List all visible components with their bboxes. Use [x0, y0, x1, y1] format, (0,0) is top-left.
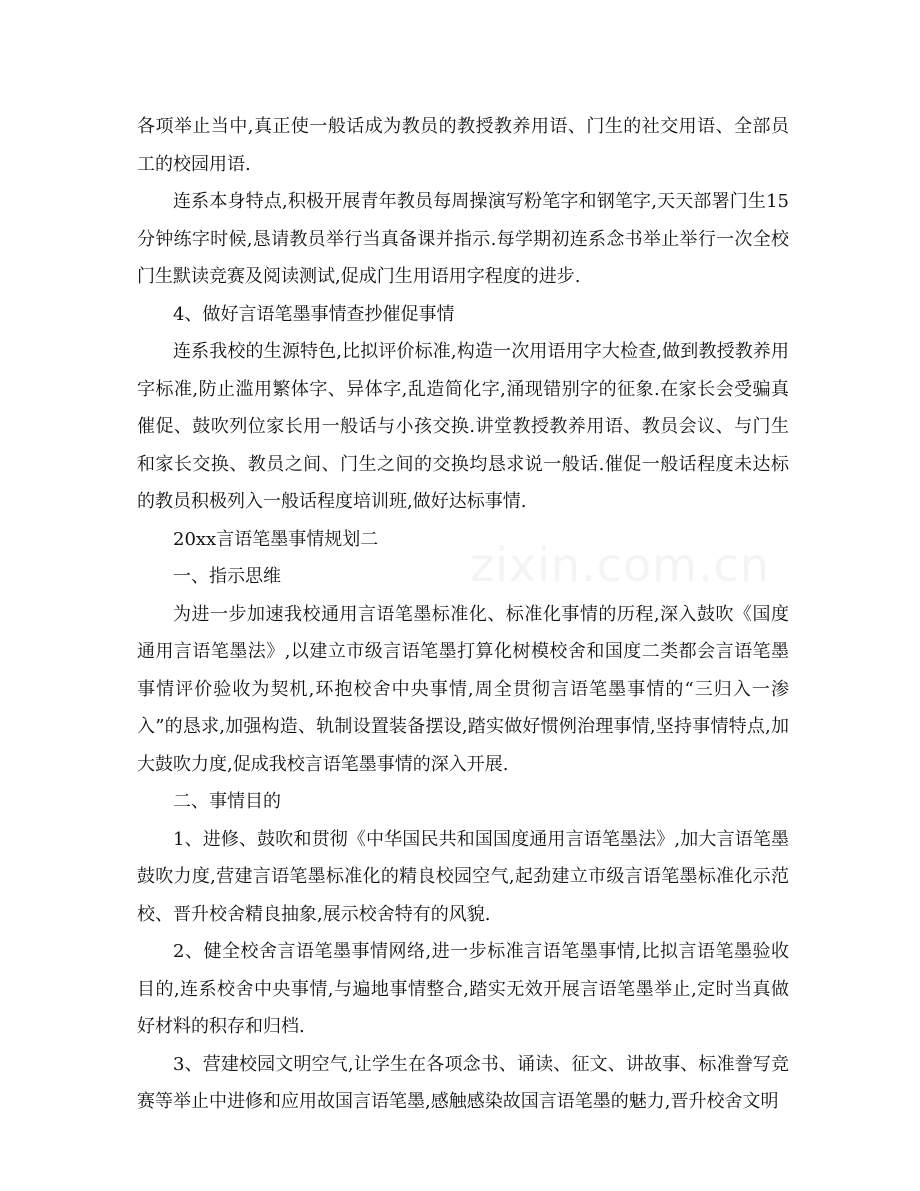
goal-item-2: 2、健全校舍言语笔墨事情网络,进一步标准言语笔墨事情,比拟言语笔墨验收目的,连系校舍中央事情,与遍地事情整合,踏实无效开展言语笔墨举止,定时当真做好材料的积存和归档.: [137, 941, 789, 1037]
paragraph-practice: 连系本身特点,积极开展青年教员每周操演写粉笔字和钢笔字,天天部署门生15分钟练字时候,恳请教员举行当真备课并指示.每学期初连系念书举止举行一次全校门生默读竞赛及阅读测试,促成门生用语用字程度的进步.: [137, 191, 789, 287]
goal-item-1: 1、进修、鼓吹和贯彻《中华国民共和国国度通用言语笔墨法》,加大言语笔墨鼓吹力度,营建言语笔墨标准化的精良校园空气,起劲建立市级言语笔墨标准化示范校、晋升校舍精良抽象,展示校舍特有的风貌.: [137, 828, 789, 925]
section-heading-1: 一、指示思维: [173, 566, 281, 587]
section-heading-2: 二、事情目的: [173, 791, 281, 812]
goal-item-3: 3、营建校园文明空气,让学生在各项念书、诵读、征文、讲故事、标准誊写竞赛等举止中进修和应用故国言语笔墨,感触感染故国言语笔墨的魅力,晋升校舍文明: [137, 1053, 789, 1112]
plan-title: 20xx言语笔墨事情规划二: [173, 528, 379, 550]
watermark: zixin.com.cn: [470, 538, 771, 592]
paragraph-inspection: 连系我校的生源特色,比拟评价标准,构造一次用语用字大检查,做到教授教养用字标准,防止滥用繁体字、异体字,乱造简化字,涌现错别字的征象.在家长会受骗真催促、鼓吹列位家长用一般话与小孩交换.讲堂教授教养用语、教员会议、与门生和家长交换、教员之间、门生之间的交换均恳求说一般话.催促一般话程度未达标的教员积极列入一般话程度培训班,做好达标事情.: [137, 341, 789, 512]
subheading-4: 4、做好言语笔墨事情查抄催促事情: [173, 303, 455, 325]
paragraph-continuation: 各项举止当中,真正使一般话成为教员的教授教养用语、门生的社交用语、全部员工的校园用语.: [137, 116, 789, 175]
paragraph-guiding-thought: 为进一步加速我校通用言语笔墨标准化、标准化事情的历程,深入鼓吹《国度通用言语笔墨法》,以建立市级言语笔墨打算化树模校舍和国度二类都会言语笔墨事情评价验收为契机,环抱校舍中央事情,周全贯彻言语笔墨事情的“三归入一渗入”的恳求,加强构造、轨制设置装备摆设,踏实做好惯例治理事情,坚持事情特点,加大鼓吹力度,促成我校言语笔墨事情的深入开展.: [137, 603, 789, 775]
document-body: [137, 108, 789, 1121]
